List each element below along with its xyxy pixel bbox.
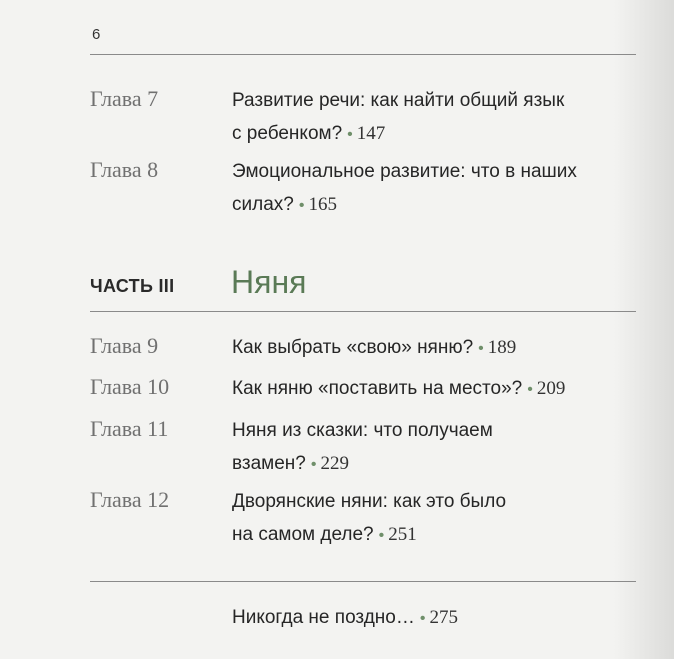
chapter-title bbox=[232, 414, 632, 481]
chapter-page-number: 251 bbox=[388, 524, 417, 545]
chapter-title-line bbox=[232, 188, 632, 222]
chapter-title-text: взамен? bbox=[232, 453, 306, 474]
top-rule bbox=[90, 54, 636, 55]
bullet-separator: • bbox=[310, 456, 317, 473]
bullet-separator: • bbox=[527, 381, 533, 398]
epilogue-title bbox=[232, 601, 632, 635]
chapter-title-text: с ребенком? bbox=[232, 123, 343, 144]
bullet-separator: • bbox=[347, 126, 353, 143]
chapter-title bbox=[232, 372, 632, 406]
chapter-title-text: Как выбрать «свою» няню? bbox=[232, 337, 474, 358]
bottom-rule bbox=[90, 581, 636, 582]
chapter-label: Глава 12 bbox=[90, 487, 170, 512]
epilogue-text: Никогда не поздно… bbox=[232, 607, 415, 628]
chapter-title-text: Как няню «поставить на место»? bbox=[232, 378, 523, 399]
chapter-title bbox=[232, 331, 632, 365]
chapter-page-number: 209 bbox=[536, 378, 566, 399]
chapter-label: Глава 10 bbox=[90, 374, 170, 399]
chapter-title-line bbox=[232, 331, 632, 365]
bullet-separator: • bbox=[378, 527, 385, 544]
part-rule bbox=[90, 311, 636, 312]
chapter-title-line: Дворянские няни: как это было bbox=[232, 491, 507, 512]
chapter-page-number: 147 bbox=[356, 123, 386, 144]
chapter-title-line bbox=[232, 372, 632, 406]
chapter-title bbox=[232, 155, 632, 222]
chapter-title bbox=[232, 485, 632, 552]
chapter-title-line: Няня из сказки: что получаем bbox=[232, 420, 493, 441]
chapter-label: Глава 11 bbox=[90, 416, 169, 441]
bullet-separator: • bbox=[298, 197, 305, 214]
part-label: ЧАСТЬ III bbox=[90, 276, 175, 296]
chapter-title-line bbox=[232, 518, 632, 552]
chapter-title-line bbox=[232, 601, 632, 635]
page-number: 6 bbox=[92, 26, 101, 43]
epilogue-page-number: 275 bbox=[429, 607, 458, 628]
chapter-title-line: Эмоциональное развитие: что в наших bbox=[232, 161, 577, 182]
chapter-label: Глава 9 bbox=[90, 333, 159, 358]
bullet-separator: • bbox=[478, 340, 484, 357]
bullet-separator: • bbox=[419, 610, 426, 627]
chapter-page-number: 165 bbox=[308, 194, 337, 215]
chapter-title-line bbox=[232, 447, 632, 481]
chapter-title-text: силах? bbox=[232, 194, 294, 215]
chapter-page-number: 189 bbox=[487, 337, 517, 358]
chapter-page-number: 229 bbox=[320, 453, 349, 474]
chapter-title bbox=[232, 84, 632, 151]
chapter-title-text: на самом деле? bbox=[232, 524, 374, 545]
chapter-label: Глава 7 bbox=[90, 86, 159, 111]
chapter-title-line: Развитие речи: как найти общий язык bbox=[232, 90, 565, 111]
chapter-label: Глава 8 bbox=[90, 157, 159, 182]
chapter-title-line bbox=[232, 117, 632, 151]
part-title: Няня bbox=[231, 264, 307, 300]
